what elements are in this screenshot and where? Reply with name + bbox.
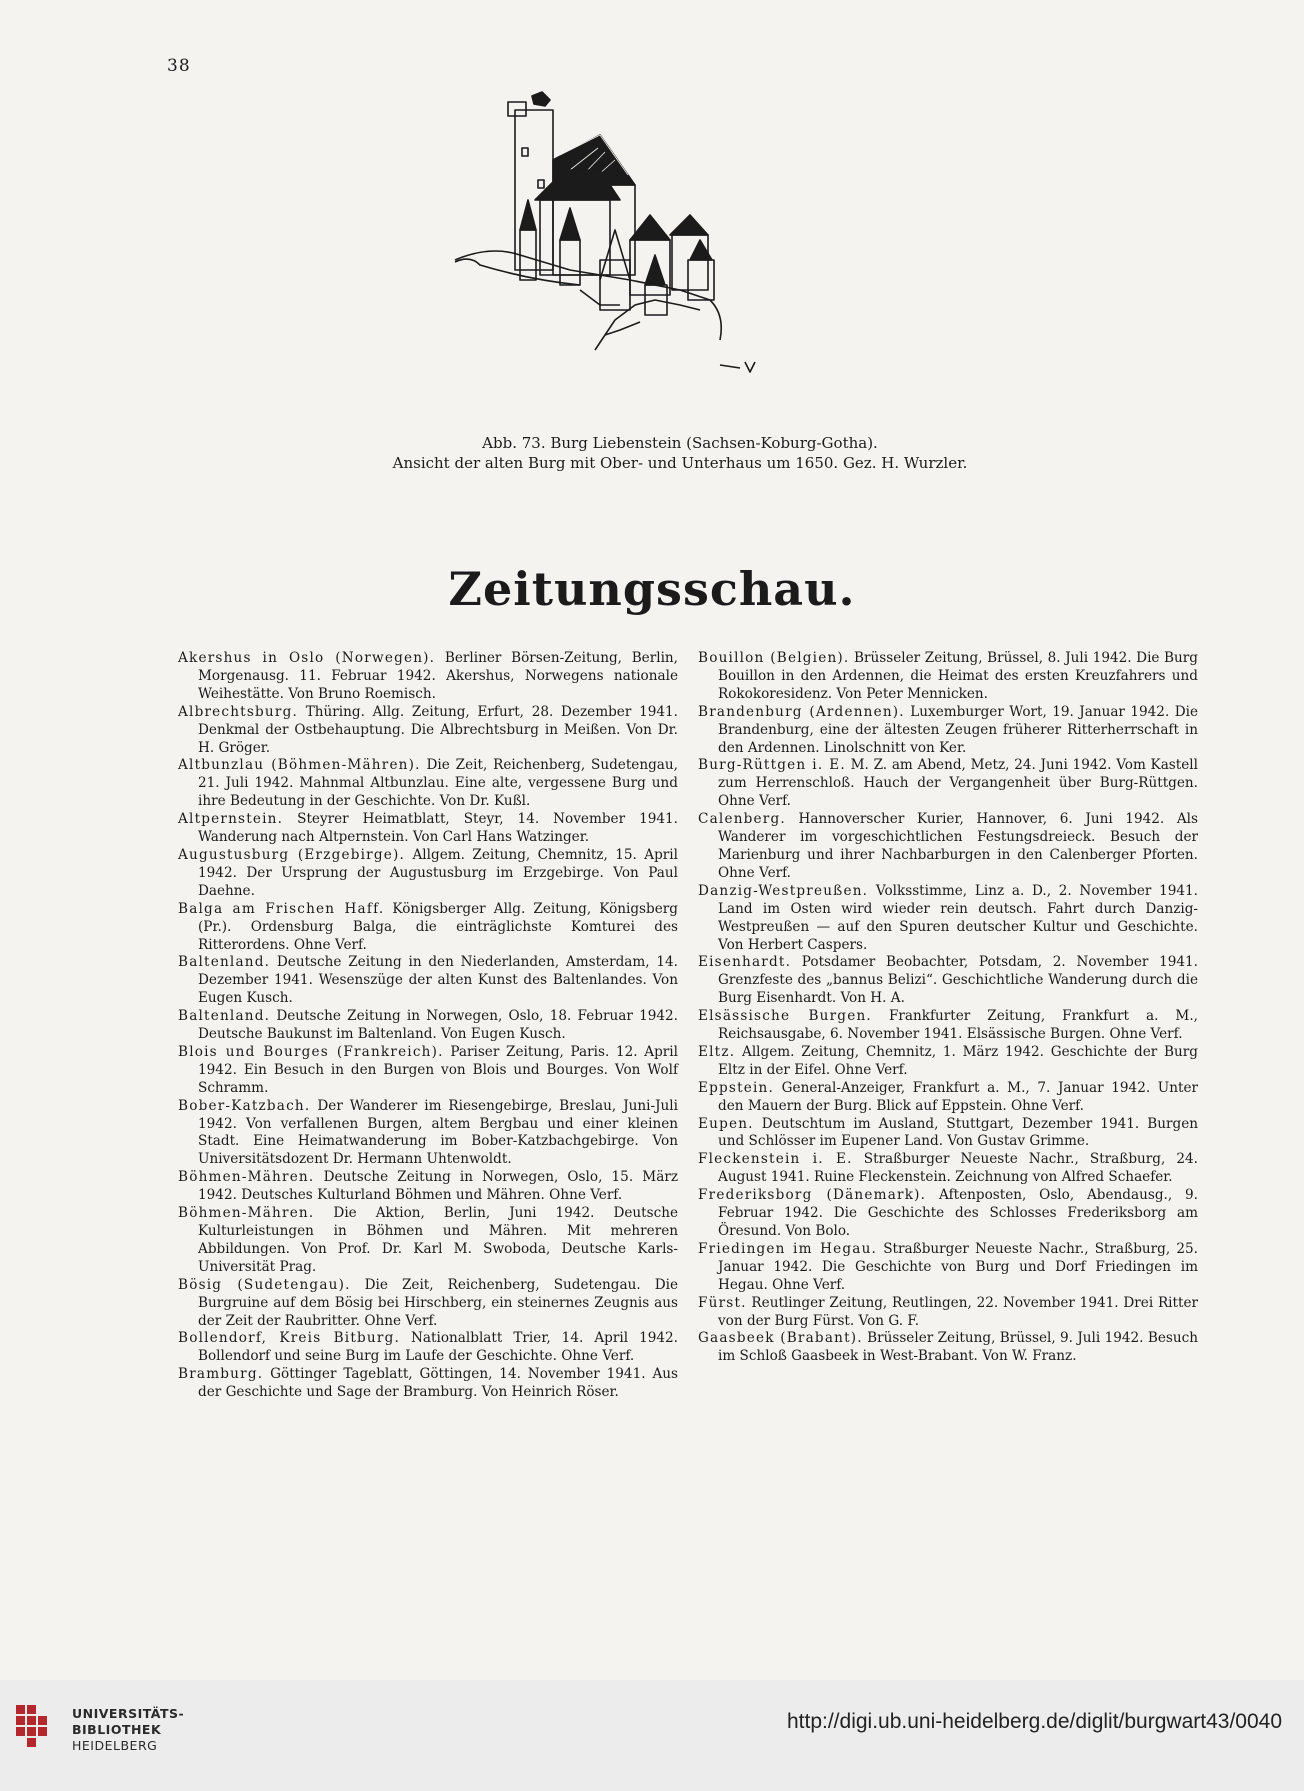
list-item: Bösig (Sudetengau). Die Zeit, Reichenberg, Sudetengau. Die Burgruine auf dem Bösig bei Hirschberg, ein steinernes Zeugnis aus der Zeit der Raubritter. Ohne Verf. bbox=[178, 1276, 678, 1329]
list-item: Augustusburg (Erzgebirge). Allgem. Zeitung, Chemnitz, 15. April 1942. Der Ursprung der Augustusburg im Erzgebirge. Von Paul Daehne. bbox=[178, 846, 678, 899]
list-item: Albrechtsburg. Thüring. Allg. Zeitung, Erfurt, 28. Dezember 1941. Denkmal der Ostbehauptung. Die Albrechtsburg in Meißen. Von Dr. H. Gröger. bbox=[178, 703, 678, 756]
list-item: Fürst. Reutlinger Zeitung, Reutlingen, 22. November 1941. Drei Ritter von der Burg Fürst. Von G. F. bbox=[698, 1294, 1198, 1329]
list-item: Bober-Katzbach. Der Wanderer im Riesengebirge, Breslau, Juni-Juli 1942. Von verfallenen Burgen, altem Bergbau und einer kleinen Stadt. Eine Heimatwanderung im Bober-Katzbachgebirge. Von Universitätsdozent Dr. Hermann Uhtenwoldt. bbox=[178, 1097, 678, 1168]
list-item: Burg-Rüttgen i. E. M. Z. am Abend, Metz, 24. Juni 1942. Vom Kastell zum Herrenschloß. Hauch der Vergangenheit über Burg-Rüttgen. Ohne Verf. bbox=[698, 757, 1198, 810]
list-item: Friedingen im Hegau. Straßburger Neueste Nachr., Straßburg, 25. Januar 1942. Die Geschichte von Burg und Dorf Friedingen im Hegau. Ohne Verf. bbox=[698, 1240, 1198, 1293]
list-item: Baltenland. Deutsche Zeitung in den Niederlanden, Amsterdam, 14. Dezember 1941. Wesenszüge der alten Kunst des Baltenlandes. Von Eugen Kusch. bbox=[178, 954, 678, 1007]
list-item: Frederiksborg (Dänemark). Aftenposten, Oslo, Abendausg., 9. Februar 1942. Die Geschichte des Schlosses Frederiksborg am Öresund. Von Bolo. bbox=[698, 1187, 1198, 1239]
list-item: Eppstein. General-Anzeiger, Frankfurt a. M., 7. Januar 1942. Unter den Mauern der Burg. Blick auf Eppstein. Ohne Verf. bbox=[698, 1079, 1198, 1114]
list-item: Altbunzlau (Böhmen-Mähren). Die Zeit, Reichenberg, Sudetengau, 21. Juli 1942. Mahnmal Altbunzlau. Eine alte, vergessene Burg und ihre Bedeutung in der Geschichte. Von Dr. Kußl. bbox=[178, 757, 678, 810]
castle-illustration bbox=[450, 90, 810, 415]
list-item: Elsässische Burgen. Frankfurter Zeitung, Frankfurt a. M., Reichsausgabe, 6. November 1941. Elsässische Burgen. Ohne Verf. bbox=[698, 1008, 1198, 1043]
list-item: Akershus in Oslo (Norwegen). Berliner Börsen-Zeitung, Berlin, Morgenausg. 11. Februar 1942. Akershus, Norwegens nationale Weihestätte. Von Bruno Roemisch. bbox=[178, 650, 678, 702]
right-column bbox=[698, 650, 1198, 1366]
list-item: Brandenburg (Ardennen). Luxemburger Wort, 19. Januar 1942. Die Brandenburg, eine der ältesten Zeugen früherer Ritterherrschaft in den Ardennen. Linolschnitt von Ker. bbox=[698, 703, 1198, 756]
library-name-line-3: HEIDELBERG bbox=[72, 1738, 158, 1753]
library-logo-icon[interactable] bbox=[14, 1703, 50, 1749]
list-item: Danzig-Westpreußen. Volksstimme, Linz a. D., 2. November 1941. Land im Osten wird wieder rein deutsch. Fahrt durch Danzig-Westpreußen — auf den Spuren deutscher Kultur und Geschichte. Von Herbert Caspers. bbox=[698, 882, 1198, 953]
list-item: Gaasbeek (Brabant). Brüsseler Zeitung, Brüssel, 9. Juli 1942. Besuch im Schloß Gaasbeek in West-Brabant. Von W. Franz. bbox=[698, 1330, 1198, 1365]
list-item: Böhmen-Mähren. Die Aktion, Berlin, Juni 1942. Deutsche Kulturleistungen in Böhmen und Mähren. Mit mehreren Abbildungen. Von Prof. Dr. Karl M. Swoboda, Deutsche Karls-Universität Prag. bbox=[178, 1205, 678, 1275]
list-item: Blois und Bourges (Frankreich). Pariser Zeitung, Paris. 12. April 1942. Ein Besuch in den Burgen von Blois und Bourges. Von Wolf Schramm. bbox=[178, 1043, 678, 1096]
section-title: Zeitungsschau. bbox=[448, 562, 856, 616]
list-item: Bollendorf, Kreis Bitburg. Nationalblatt Trier, 14. April 1942. Bollendorf und seine Burg im Laufe der Geschichte. Ohne Verf. bbox=[178, 1330, 678, 1365]
list-item: Bouillon (Belgien). Brüsseler Zeitung, Brüssel, 8. Juli 1942. Die Burg Bouillon in den Ardennen, die Heimat des ersten Kreuzfahrers und Rokokoresidenz. Von Peter Mennicken. bbox=[698, 650, 1198, 702]
library-name-line-1: UNIVERSITÄTS- bbox=[72, 1706, 185, 1721]
list-item: Eupen. Deutschtum im Ausland, Stuttgart, Dezember 1941. Burgen und Schlösser im Eupener Land. Von Gustav Grimme. bbox=[698, 1115, 1198, 1150]
list-item: Fleckenstein i. E. Straßburger Neueste Nachr., Straßburg, 24. August 1941. Ruine Fleckenstein. Zeichnung von Alfred Schaefer. bbox=[698, 1151, 1199, 1186]
permalink-url[interactable]: http://digi.ub.uni-heidelberg.de/diglit/burgwart43/0040 bbox=[786, 1710, 1282, 1733]
list-item: Balga am Frischen Haff. Königsberger Allg. Zeitung, Königsberg (Pr.). Ordensburg Balga, die einträglichste Komturei des Ritterordens. Ohne Verf. bbox=[178, 900, 678, 953]
list-item: Eltz. Allgem. Zeitung, Chemnitz, 1. März 1942. Geschichte der Burg Eltz in der Eifel. Ohne Verf. bbox=[698, 1043, 1198, 1078]
list-item: Böhmen-Mähren. Deutsche Zeitung in Norwegen, Oslo, 15. März 1942. Deutsches Kulturland Böhmen und Mähren. Ohne Verf. bbox=[178, 1169, 678, 1204]
left-column bbox=[178, 650, 678, 1402]
page-number: 38 bbox=[167, 56, 191, 76]
viewer-footer bbox=[0, 1680, 1304, 1791]
figure-caption bbox=[330, 433, 1030, 473]
caption-line-1: Abb. 73. Burg Liebenstein (Sachsen-Koburg-Gotha). bbox=[482, 434, 878, 452]
caption-line-2: Ansicht der alten Burg mit Ober- und Unterhaus um 1650. Gez. H. Wurzler. bbox=[392, 454, 968, 472]
list-item: Bramburg. Göttinger Tageblatt, Göttingen, 14. November 1941. Aus der Geschichte und Sage der Bramburg. Von Heinrich Röser. bbox=[178, 1366, 678, 1401]
list-item: Altpernstein. Steyrer Heimatblatt, Steyr, 14. November 1941. Wanderung nach Altpernstein. Von Carl Hans Watzinger. bbox=[178, 811, 678, 846]
list-item: Calenberg. Hannoverscher Kurier, Hannover, 6. Juni 1942. Als Wanderer im vorgeschichtlichen Festungsdreieck. Besuch der Marienburg und ihrer Nachbarburgen in den Calenberger Pforten. Ohne Verf. bbox=[698, 811, 1198, 881]
list-item: Baltenland. Deutsche Zeitung in Norwegen, Oslo, 18. Februar 1942. Deutsche Baukunst im Baltenland. Von Eugen Kusch. bbox=[178, 1008, 678, 1043]
library-name[interactable] bbox=[72, 1706, 184, 1754]
library-name-line-2: BIBLIOTHEK bbox=[72, 1722, 162, 1737]
list-item: Eisenhardt. Potsdamer Beobachter, Potsdam, 2. November 1941. Grenzfeste des „bannus Belizi“. Geschichtliche Wanderung durch die Burg Eisenhardt. Von H. A. bbox=[698, 954, 1198, 1007]
